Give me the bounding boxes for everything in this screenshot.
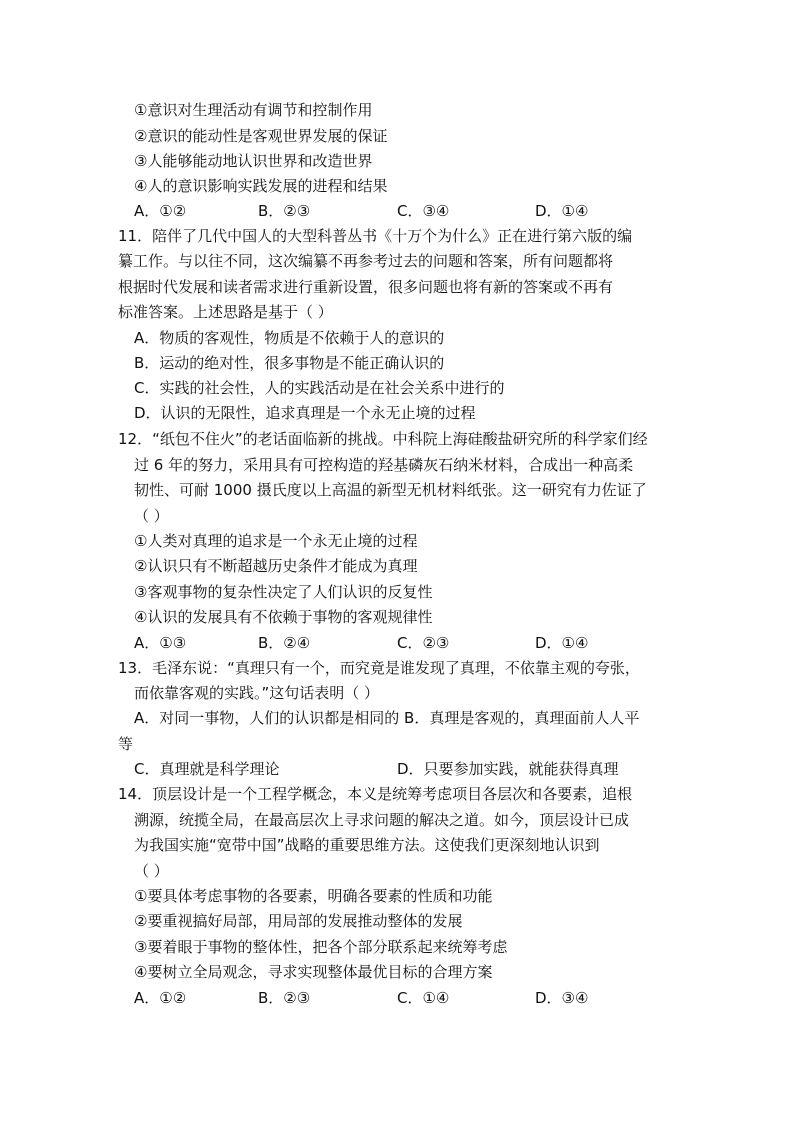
q12-item-2: ②认识只有不断超越历史条件才能成为真理 [134,557,418,575]
q11-option-d: D．认识的无限性，追求真理是一个永无止境的过程 [134,404,476,422]
q13-option-d: D．只要参加实践，就能获得真理 [397,760,619,778]
q14-stem-line-4: （ ） [134,862,169,880]
q10-item-2: ②意识的能动性是客观世界发展的保证 [134,127,388,145]
q13-stem-line-1: 13．毛泽东说：“真理只有一个，而究竟是谁发现了真理，不依靠主观的夸张， [118,659,640,677]
q14-item-2: ②要重视搞好局部，用局部的发展推动整体的发展 [134,912,463,930]
q13-option-a-b: A．对同一事物，人们的认识都是相同的 B．真理是客观的，真理面前人人平 [134,709,640,727]
q14-option-a: A．①② [134,989,187,1007]
q13-stem-line-2: 而依靠客观的实践。”这句话表明（ ） [134,684,380,702]
q12-option-b: B．②④ [258,634,311,652]
q12-item-1: ①人类对真理的追求是一个永无止境的过程 [134,532,418,550]
q12-stem-line-4: （ ） [134,507,169,525]
q14-option-c: C．①④ [397,989,450,1007]
q11-stem-line-3: 根据时代发展和读者需求进行重新设置，很多问题也将有新的答案或不再有 [118,278,614,296]
q11-option-a: A．物质的客观性，物质是不依赖于人的意识的 [134,329,445,347]
q13-option-b-wrap: 等 [118,735,134,753]
q10-item-3: ③人能够能动地认识世界和改造世界 [134,152,373,170]
q10-option-d: D．①④ [535,202,589,220]
q13-option-c: C．真理就是科学理论 [134,760,280,778]
q14-stem-line-2: 溯源，统揽全局，在最高层次上寻求问题的解决之道。如今，顶层设计已成 [134,811,630,829]
q10-option-c: C．③④ [397,202,450,220]
q11-option-b: B．运动的绝对性，很多事物是不能正确认识的 [134,354,445,372]
q12-stem-line-2: 过 6 年的努力，采用具有可控构造的羟基磷灰石纳米材料，合成出一种高柔 [134,456,634,474]
q14-item-4: ④要树立全局观念，寻求实现整体最优目标的合理方案 [134,963,493,981]
q12-stem-line-3: 韧性、可耐 1000 摄氏度以上高温的新型无机材料纸张。这一研究有力佐证了 [134,481,647,499]
q14-option-d: D．③④ [535,989,589,1007]
q12-option-c: C．②③ [397,634,450,652]
q14-item-1: ①要具体考虑事物的各要素，明确各要素的性质和功能 [134,887,493,905]
q11-stem-line-2: 纂工作。与以往不同，这次编纂不再参考过去的问题和答案，所有问题都将 [118,252,614,270]
q12-item-3: ③客观事物的复杂性决定了人们认识的反复性 [134,583,433,601]
q12-stem-line-1: 12．“纸包不住火”的老话面临新的挑战。中科院上海硅酸盐研究所的科学家们经 [118,430,648,448]
q11-stem-line-4: 标准答案。上述思路是基于（ ） [118,303,333,321]
q12-item-4: ④认识的发展具有不依赖于事物的客观规律性 [134,608,433,626]
q10-option-a: A．①② [134,202,187,220]
q14-stem-line-1: 14．顶层设计是一个工程学概念，本义是统筹考虑项目各层次和各要素，追根 [118,785,633,803]
q10-item-1: ①意识对生理活动有调节和控制作用 [134,101,373,119]
q10-item-4: ④人的意识影响实践发展的进程和结果 [134,177,388,195]
q12-option-d: D．①④ [535,634,589,652]
q14-stem-line-3: 为我国实施“宽带中国”战略的重要思维方法。这使我们更深刻地认识到 [134,836,600,854]
q10-option-b: B．②③ [258,202,311,220]
q14-item-3: ③要着眼于事物的整体性，把各个部分联系起来统筹考虑 [134,938,508,956]
q14-option-b: B．②③ [258,989,311,1007]
q11-stem-line-1: 11．陪伴了几代中国人的大型科普丛书《十万个为什么》正在进行第六版的编 [118,227,633,245]
q11-option-c: C．实践的社会性，人的实践活动是在社会关系中进行的 [134,379,505,397]
q12-option-a: A．①③ [134,634,187,652]
